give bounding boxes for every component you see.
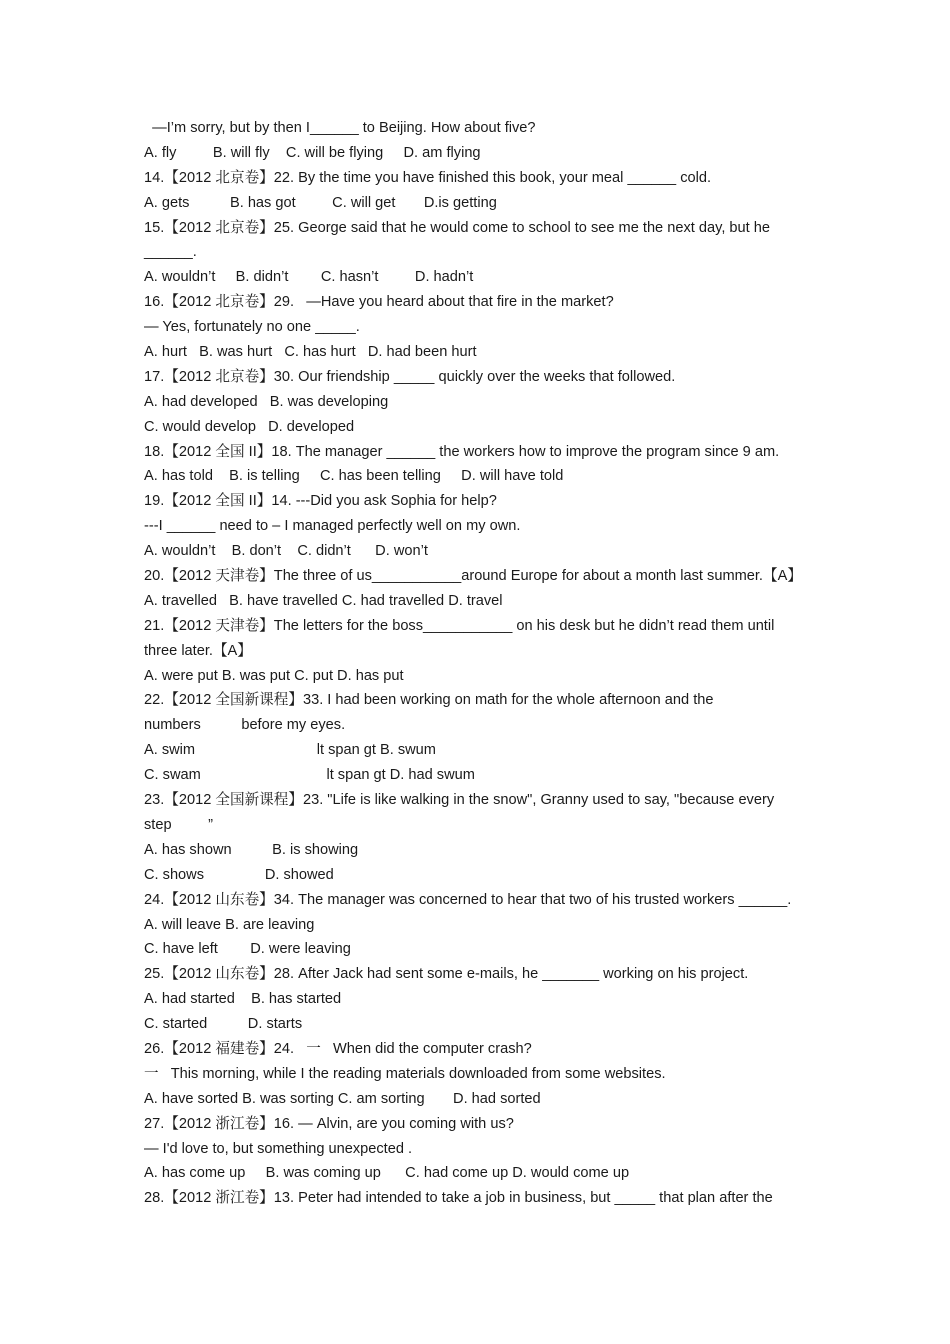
answer-options: C. would develop D. developed (144, 418, 355, 435)
answer-options: C. shows D. showed (144, 866, 334, 883)
text-line: ---I ______ need to – I managed perfectly well on my own. (144, 518, 521, 535)
question-27: 27.【2012 浙江卷】16. — Alvin, are you coming with us? (144, 1115, 514, 1132)
text-line: — Yes, fortunately no one _____. (144, 319, 360, 336)
text-line: step ” (144, 816, 213, 833)
question-23: 23.【2012 全国新课程】23. "Life is like walking in the snow", Granny used to say, "because every (144, 792, 775, 809)
answer-options: A. has come up B. was coming up C. had come up D. would come up (144, 1165, 630, 1182)
answer-options: A. fly B. will fly C. will be flying D. am flying (144, 144, 481, 161)
question-21: 21.【2012 天津卷】The letters for the boss___________ on his desk but he didn’t read them until (144, 617, 775, 634)
question-26: 26.【2012 福建卷】24. 一 When did the computer crash? (144, 1040, 532, 1057)
answer-options: A. wouldn’t B. didn’t C. hasn’t D. hadn’t (144, 269, 474, 286)
answer-options: C. have left D. were leaving (144, 941, 351, 958)
document-page (144, 116, 824, 1211)
answer-options: A. have sorted B. was sorting C. am sorting D. had sorted (144, 1090, 541, 1107)
text-line: numbers before my eyes. (144, 717, 346, 734)
answer-options: A. had developed B. was developing (144, 393, 389, 410)
answer-options: A. hurt B. was hurt C. has hurt D. had been hurt (144, 344, 477, 361)
answer-options: A. swim lt span gt B. swum (144, 742, 436, 759)
answer-options: C. swam lt span gt D. had swum (144, 767, 475, 784)
answer-options: A. will leave B. are leaving (144, 916, 315, 933)
answer-options: A. has shown B. is showing (144, 841, 359, 858)
text-line: —I’m sorry, but by then I______ to Beijing. How about five? (144, 120, 536, 136)
answer-options: A. were put B. was put C. put D. has put (144, 667, 404, 684)
question-20: 20.【2012 天津卷】The three of us___________around Europe for about a month last summer.【A】 (144, 568, 802, 585)
text-line: 一 This morning, while I the reading materials downloaded from some websites. (144, 1065, 666, 1082)
answer-options: A. had started B. has started (144, 991, 342, 1008)
question-18: 18.【2012 全国 II】18. The manager ______ the workers how to improve the program since 9 am. (144, 443, 780, 460)
text-line: three later.【A】 (144, 642, 252, 659)
question-14: 14.【2012 北京卷】22. By the time you have finished this book, your meal ______ cold. (144, 169, 712, 186)
answer-options: A. gets B. has got C. will get D.is getting (144, 194, 497, 211)
answer-options: A. wouldn’t B. don’t C. didn’t D. won’t (144, 543, 428, 560)
question-25: 25.【2012 山东卷】28. After Jack had sent some e-mails, he _______ working on his project. (144, 966, 749, 983)
question-22: 22.【2012 全国新课程】33. I had been working on math for the whole afternoon and the (144, 692, 714, 709)
text-line: ______. (144, 244, 197, 261)
answer-options: A. has told B. is telling C. has been telling D. will have told (144, 468, 564, 485)
question-28: 28.【2012 浙江卷】13. Peter had intended to take a job in business, but _____ that plan after the (144, 1190, 773, 1207)
question-24: 24.【2012 山东卷】34. The manager was concerned to hear that two of his trusted workers ______. (144, 891, 792, 908)
answer-options: A. travelled B. have travelled C. had travelled D. travel (144, 592, 503, 609)
question-15: 15.【2012 北京卷】25. George said that he would come to school to see me the next day, but he (144, 219, 770, 236)
question-16: 16.【2012 北京卷】29. —Have you heard about that fire in the market? (144, 294, 614, 311)
question-17: 17.【2012 北京卷】30. Our friendship _____ quickly over the weeks that followed. (144, 368, 676, 385)
text-line: — I'd love to, but something unexpected . (144, 1140, 413, 1157)
answer-options: C. started D. starts (144, 1016, 303, 1033)
question-19: 19.【2012 全国 II】14. ---Did you ask Sophia for help? (144, 493, 497, 510)
